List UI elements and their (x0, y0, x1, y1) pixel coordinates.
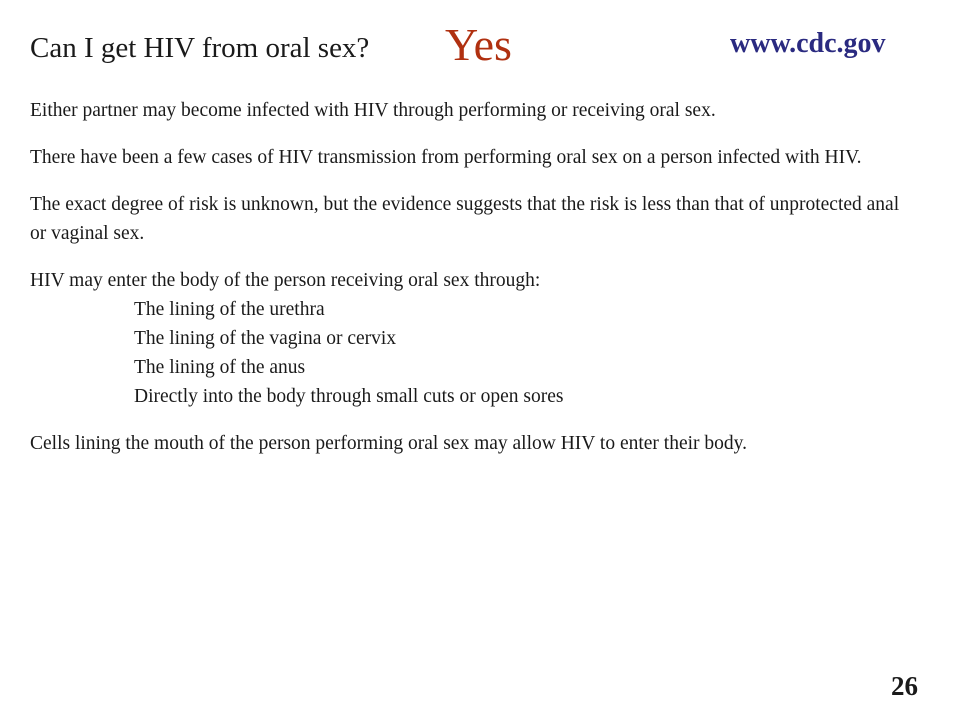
list-item: Directly into the body through small cuts or open sores (134, 386, 564, 407)
entry-points-list (30, 295, 920, 411)
list-item: The lining of the anus (134, 357, 306, 378)
body-paragraph-5: Cells lining the mouth of the person performing oral sex may allow HIV to enter their body. (30, 433, 748, 454)
body-paragraph-3: The exact degree of risk is unknown, but the evidence suggests that the risk is less than that of unprotected anal or vaginal sex. (30, 194, 900, 244)
page-number: 26 (891, 671, 918, 701)
body-paragraph-4: HIV may enter the body of the person receiving oral sex through: (30, 270, 541, 291)
slide-title-question: Can I get HIV from oral sex? (30, 32, 370, 64)
slide-body (30, 96, 920, 476)
slide-title-answer: Yes (445, 19, 512, 70)
body-paragraph-2: There have been a few cases of HIV transmission from performing oral sex on a person infected with HIV. (30, 147, 862, 168)
list-item: The lining of the vagina or cervix (134, 328, 397, 349)
slide-header (30, 19, 930, 84)
list-item: The lining of the urethra (134, 299, 325, 320)
source-url: www.cdc.gov (730, 28, 886, 59)
body-paragraph-1: Either partner may become infected with HIV through performing or receiving oral sex. (30, 100, 716, 121)
